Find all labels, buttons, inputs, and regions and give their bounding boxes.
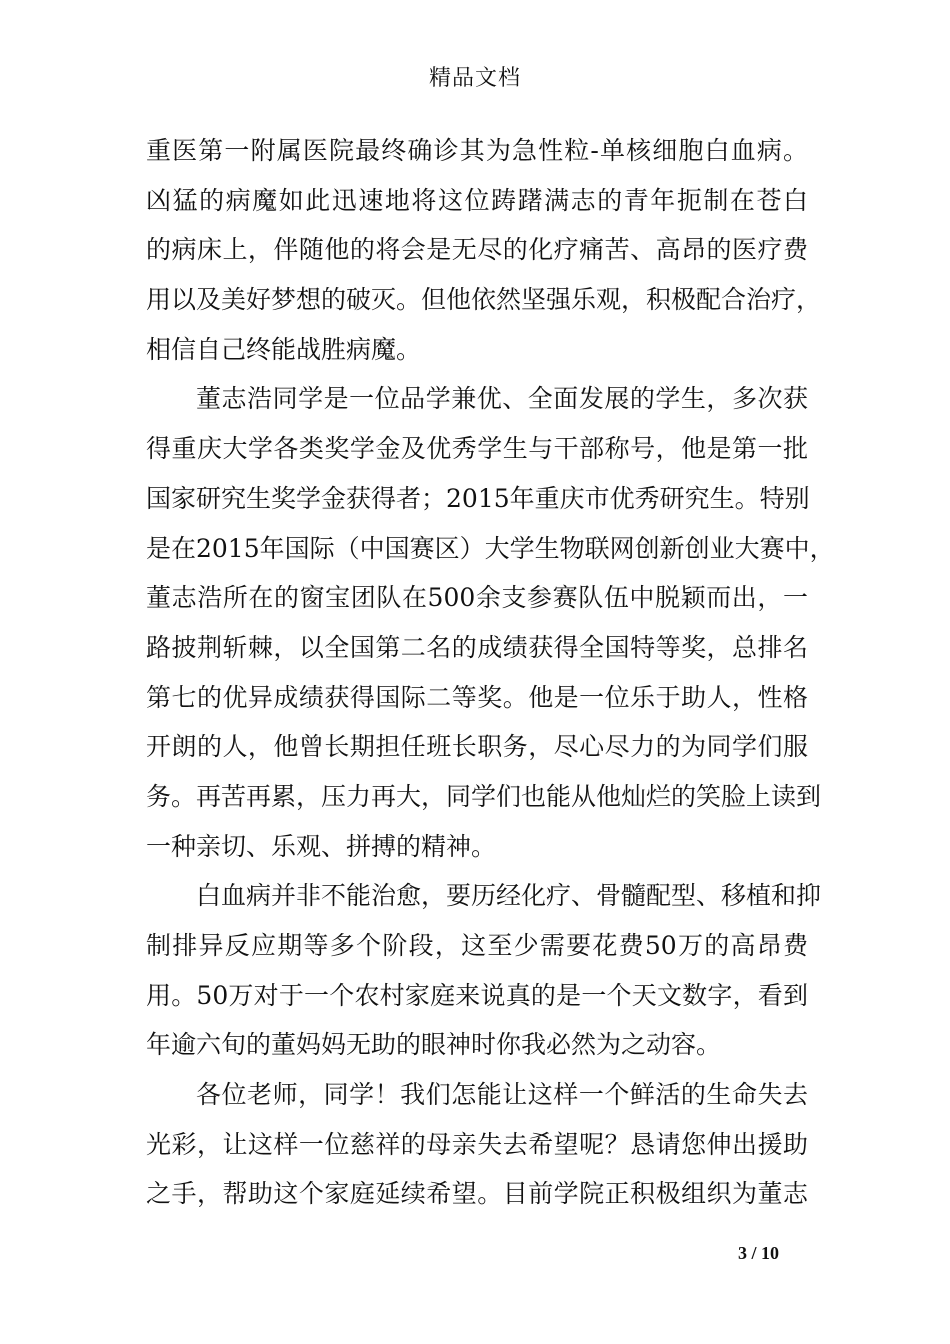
text-line: 重医第一附属医院最终确诊其为急性粒-单核细胞白血病。 (146, 136, 808, 165)
text-line: 白血病并非不能治愈，要历经化疗、骨髓配型、移植和抑 (196, 881, 822, 911)
page-number: 3 / 10 (738, 1243, 780, 1263)
text-line: 是在2015年国际（中国赛区）大学生物联网创新创业大赛中， (146, 533, 835, 563)
text-line: 第七的优异成绩获得国际二等奖。他是一位乐于助人，性格 (146, 682, 808, 712)
text-line: 董志浩同学是一位品学兼优、全面发展的学生，多次获 (196, 384, 808, 414)
text-line: 各位老师，同学！我们怎能让这样一个鲜活的生命失去 (196, 1080, 808, 1110)
text-line: 年逾六旬的董妈妈无助的眼神时你我必然为之动容。 (146, 1030, 722, 1060)
text-line: 开朗的人，他曾长期担任班长职务，尽心尽力的为同学们服 (146, 732, 808, 762)
text-line: 国家研究生奖学金获得者；2015年重庆市优秀研究生。特别 (146, 483, 810, 513)
text-line: 一种亲切、乐观、拼搏的精神。 (146, 831, 497, 861)
page-header-title: 精品文档 (428, 66, 521, 91)
text-line: 董志浩所在的窗宝团队在500余支参赛队伍中脱颖而出，一 (146, 583, 808, 613)
text-line: 路披荆斩棘，以全国第二名的成绩获得全国特等奖，总排名 (146, 632, 808, 662)
text-line: 凶猛的病魔如此迅速地将这位踌躇满志的青年扼制在苍白 (146, 185, 808, 215)
text-line: 制排异反应期等多个阶段，这至少需要花费50万的高昂费 (146, 931, 808, 960)
document-body (146, 126, 835, 1219)
text-line: 的病床上，伴随他的将会是无尽的化疗痛苦、高昂的医疗费 (146, 235, 808, 265)
text-line: 相信自己终能战胜病魔。 (146, 334, 422, 364)
text-line: 务。再苦再累，压力再大，同学们也能从他灿烂的笑脸上读到 (146, 781, 822, 811)
text-line: 之手，帮助这个家庭延续希望。目前学院正积极组织为董志 (146, 1179, 808, 1209)
text-line: 用。50万对于一个农村家庭来说真的是一个天文数字，看到 (146, 980, 808, 1010)
text-line: 光彩，让这样一位慈祥的母亲失去希望呢？恳请您伸出援助 (146, 1129, 808, 1159)
text-line: 得重庆大学各类奖学金及优秀学生与干部称号，他是第一批 (146, 434, 808, 464)
text-line: 用以及美好梦想的破灭。但他依然坚强乐观，积极配合治疗， (146, 285, 822, 315)
